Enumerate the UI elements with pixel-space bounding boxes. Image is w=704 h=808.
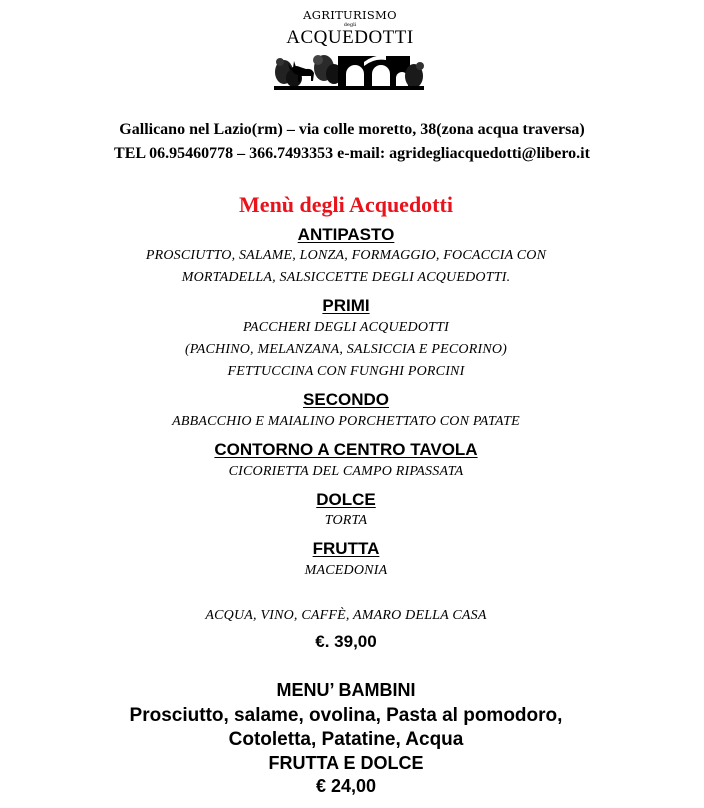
menu-title: Menù degli Acquedotti xyxy=(239,192,453,217)
kids-menu-line-3: FRUTTA E DOLCE xyxy=(268,753,424,773)
logo-degli-text: degli xyxy=(343,22,357,28)
contorno-line-1: CICORIETTA DEL CAMPO RIPASSATA xyxy=(228,464,464,479)
frutta-line-1: MACEDONIA xyxy=(304,563,388,578)
kids-menu-price: € 24,00 xyxy=(315,776,377,796)
dolce-line-1: TORTA xyxy=(324,513,368,528)
kids-menu-line-1: Prosciutto, salame, ovolina, Pasta al pomodoro, xyxy=(129,705,563,726)
logo-name-text: ACQUEDOTTI xyxy=(286,27,414,48)
phone-email-line: TEL 06.95460778 – 366.7493353 e-mail: agridegliacquedotti@libero.it xyxy=(114,145,590,162)
section-heading-antipasto: ANTIPASTO xyxy=(297,225,395,244)
primi-line-1: PACCHERI DEGLI ACQUEDOTTI xyxy=(243,320,449,335)
antipasto-line-1: PROSCIUTTO, SALAME, LONZA, FORMAGGIO, FOCACCIA CON xyxy=(145,248,547,263)
menu-price: €. 39,00 xyxy=(315,632,377,651)
primi-line-3: FETTUCCINA CON FUNGHI PORCINI xyxy=(227,364,465,379)
kids-menu-line-2: Cotoletta, Patatine, Acqua xyxy=(228,729,464,750)
antipasto-line-2: MORTADELLA, SALSICCETTE DEGLI ACQUEDOTTI. xyxy=(181,270,511,285)
section-heading-contorno: CONTORNO A CENTRO TAVOLA xyxy=(214,440,478,459)
logo-top-text: AGRITURISMO xyxy=(303,8,397,22)
section-heading-frutta: FRUTTA xyxy=(312,539,380,558)
drinks-line: ACQUA, VINO, CAFFÈ, AMARO DELLA CASA xyxy=(205,608,487,623)
aqueduct-illustration-icon xyxy=(274,48,424,90)
section-heading-secondo: SECONDO xyxy=(303,390,389,409)
kids-menu-title: MENU’ BAMBINI xyxy=(276,680,416,700)
address-line: Gallicano nel Lazio(rm) – via colle moretto, 38(zona acqua traversa) xyxy=(119,121,585,138)
section-heading-dolce: DOLCE xyxy=(316,490,376,509)
primi-line-2: (PACHINO, MELANZANA, SALSICCIA E PECORINO) xyxy=(184,342,508,357)
section-heading-primi: PRIMI xyxy=(322,296,370,315)
secondo-line-1: ABBACCHIO E MAIALINO PORCHETTATO CON PATATE xyxy=(172,414,520,429)
agriturismo-logo xyxy=(262,6,438,90)
